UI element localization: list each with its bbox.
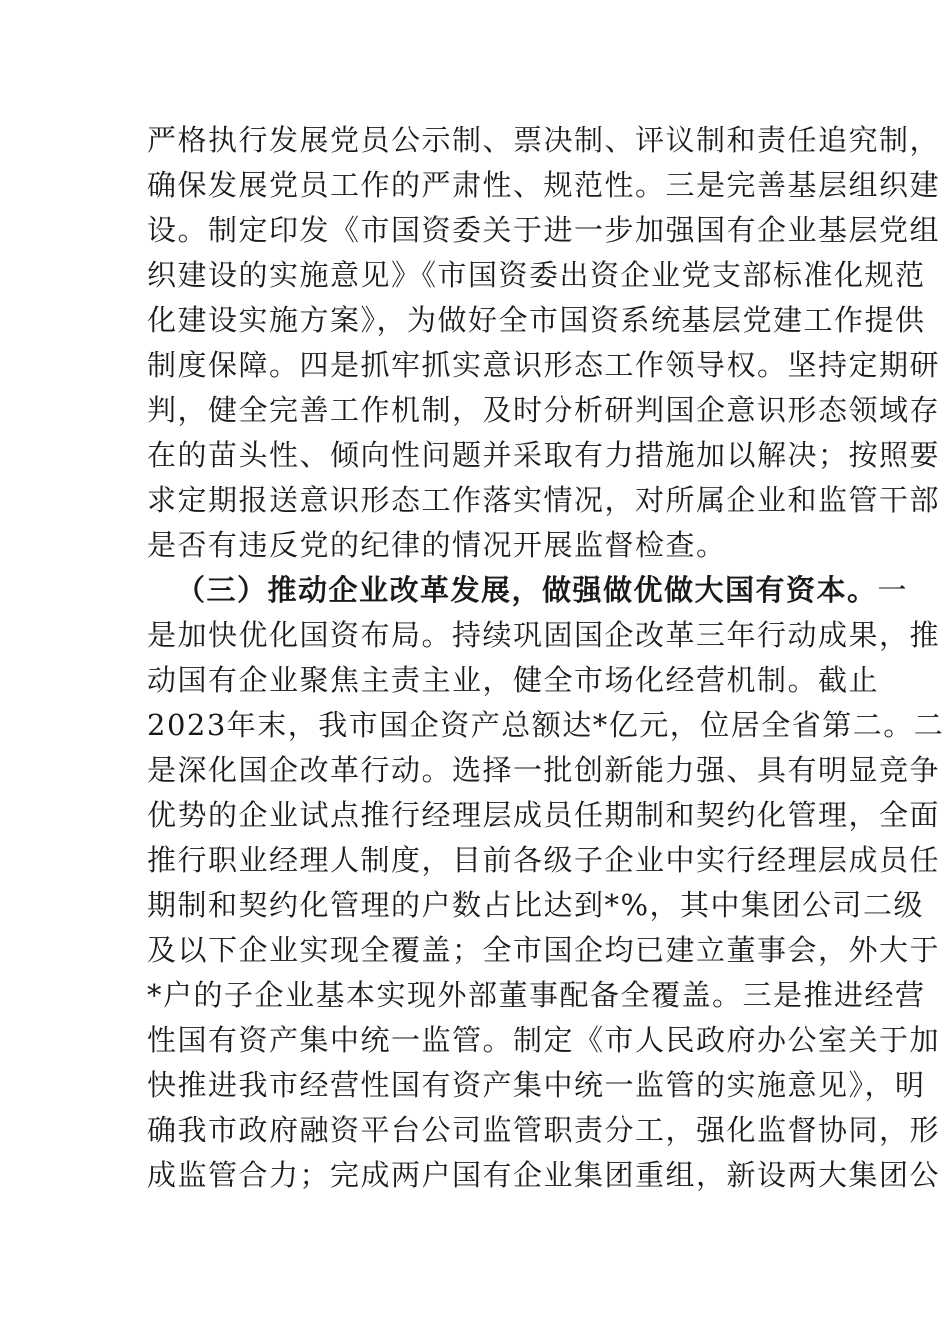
paragraph-line: 制度保障。四是抓牢抓实意识形态工作领导权。坚持定期研 [147,348,941,382]
section-line: *户的子企业基本实现外部董事配备全覆盖。三是推进经营 [147,978,926,1012]
paragraph-line: 设。制定印发《市国资委关于进一步加强国有企业基层党组 [147,213,941,247]
section-line: 推行职业经理人制度，目前各级子企业中实行经理层成员任 [147,843,941,877]
section-line: 及以下企业实现全覆盖；全市国企均已建立董事会，外大于 [147,933,941,967]
section-heading: （三）推动企业改革发展，做强做优做大国有资本。 [176,573,878,607]
paragraph-line: 是否有违反党的纪律的情况开展监督检查。 [147,528,727,562]
section-line: 动国有企业聚焦主责主业，健全市场化经营机制。截止 [147,663,880,697]
section-line: 期制和契约化管理的户数占比达到*%，其中集团公司二级 [147,888,925,922]
section-heading-tail: 一 [877,573,909,607]
section-line: 优势的企业试点推行经理层成员任期制和契约化管理，全面 [147,798,941,832]
paragraph-line: 织建设的实施意见》《市国资委出资企业党支部标准化规范 [147,258,926,292]
section-line: 快推进我市经营性国有资产集中统一监管的实施意见》，明 [147,1068,926,1102]
paragraph-line: 严格执行发展党员公示制、票决制、评议制和责任追究制， [147,123,941,157]
paragraph-line: 判，健全完善工作机制，及时分析研判国企意识形态领域存 [147,393,941,427]
section-line: 性国有资产集中统一监管。制定《市人民政府办公室关于加 [147,1023,941,1057]
section-heading-line [147,568,909,613]
document-body [147,118,945,1198]
paragraph-line: 在的苗头性、倾向性问题并采取有力措施加以解决；按照要 [147,438,941,472]
section-line: 确我市政府融资平台公司监管职责分工，强化监督协同，形 [147,1113,941,1147]
paragraph-line: 求定期报送意识形态工作落实情况，对所属企业和监管干部 [147,483,941,517]
section-line: 是加快优化国资布局。持续巩固国企改革三年行动成果，推 [147,618,941,652]
section-line: 是深化国企改革行动。选择一批创新能力强、具有明显竞争 [147,753,941,787]
paragraph-line: 确保发展党员工作的严肃性、规范性。三是完善基层组织建 [147,168,941,202]
paragraph-line: 化建设实施方案》，为做好全市国资系统基层党建工作提供 [147,303,926,337]
section-line: 成监管合力；完成两户国有企业集团重组，新设两大集团公 [147,1158,941,1192]
section-line: 2023年末，我市国企资产总额达*亿元，位居全省第二。二 [147,708,945,742]
